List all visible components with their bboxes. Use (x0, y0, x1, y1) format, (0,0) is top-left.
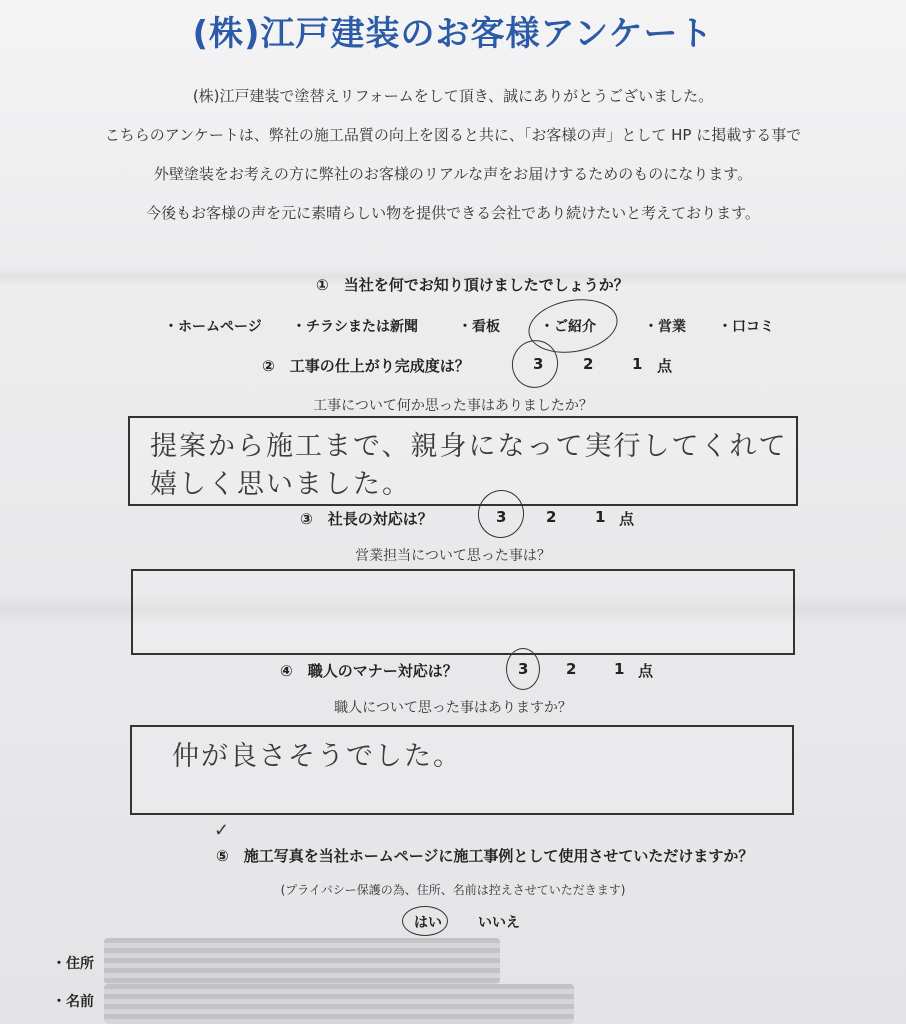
address-label: ・住所 (52, 956, 94, 972)
q2-rating-unit: 点 (657, 357, 673, 375)
q1-option-homepage[interactable]: ・ホームページ (164, 319, 262, 335)
q2-prompt: 工事について何か思った事はありましたか？ (313, 398, 593, 414)
page-title: (株)江戸建装のお客様アンケート (192, 14, 714, 54)
q1-option-word-of-mouth[interactable]: ・口コミ (718, 319, 774, 335)
q3-answer-box[interactable] (131, 569, 795, 655)
question-3-label: ③ 社長の対応は？ (300, 510, 433, 528)
question-1-label: ① 当社を何でお知り頂けましたでしょうか？ (316, 276, 629, 294)
intro-line-2: こちらのアンケートは、弊社の施工品質の向上を図ると共に、「お客様の声」として HP に掲載する事で (104, 126, 802, 144)
question-4-label: ④ 職人のマナー対応は？ (280, 662, 458, 680)
intro-line-3: 外壁塗装をお考えの方に弊社のお客様のリアルな声をお届けするためのものになります。 (153, 165, 753, 183)
q4-selection-circle (506, 648, 540, 690)
q1-option-flyer[interactable]: ・チラシまたは新聞 (292, 319, 418, 335)
q3-prompt: 営業担当について思った事は？ (355, 548, 551, 564)
address-redacted (104, 938, 500, 984)
q4-answer-text: 仲が良さそうでした。 (172, 741, 462, 772)
q3-rating-1[interactable]: 1 (595, 508, 606, 526)
q5-selection-circle (402, 906, 448, 936)
q4-rating-2[interactable]: 2 (566, 660, 577, 678)
q2-answer-line-2: 嬉しく思いました。 (150, 469, 411, 500)
q1-option-referral[interactable]: ・ご紹介 (540, 319, 596, 335)
q5-option-yes[interactable]: はい (414, 915, 442, 931)
q5-note: (プライバシー保護の為、住所、名前は控えさせていただきます) (280, 883, 626, 897)
q4-rating-3[interactable]: 3 (518, 660, 529, 678)
q3-rating-unit: 点 (619, 510, 635, 528)
name-redacted (104, 984, 574, 1024)
q5-checkmark: ✓ (214, 820, 232, 841)
q3-rating-3[interactable]: 3 (496, 508, 507, 526)
q2-rating-1[interactable]: 1 (632, 355, 643, 373)
intro-line-1: (株)江戸建装で塗替えリフォームをして頂き、誠にありがとうございました。 (192, 87, 714, 105)
question-2-label: ② 工事の仕上がり完成度は？ (262, 357, 470, 375)
question-5-label: ⑤ 施工写真を当社ホームページに施工事例として使用させていただけますか？ (216, 847, 754, 865)
intro-line-4: 今後もお客様の声を元に素晴らしい物を提供できる会社であり続けたいと考えております。 (146, 204, 760, 222)
q2-rating-3[interactable]: 3 (533, 355, 544, 373)
q3-rating-2[interactable]: 2 (546, 508, 557, 526)
q2-rating-2[interactable]: 2 (583, 355, 594, 373)
name-label: ・名前 (52, 994, 94, 1010)
q4-prompt: 職人について思った事はありますか？ (334, 700, 572, 716)
q4-rating-unit: 点 (638, 662, 654, 680)
q4-rating-1[interactable]: 1 (614, 660, 625, 678)
q1-option-signboard[interactable]: ・看板 (458, 319, 500, 335)
q1-option-sales[interactable]: ・営業 (644, 319, 686, 335)
q2-answer-line-1: 提案から施工まで、親身になって実行してくれて (150, 431, 788, 462)
q5-option-no[interactable]: いいえ (478, 915, 520, 931)
